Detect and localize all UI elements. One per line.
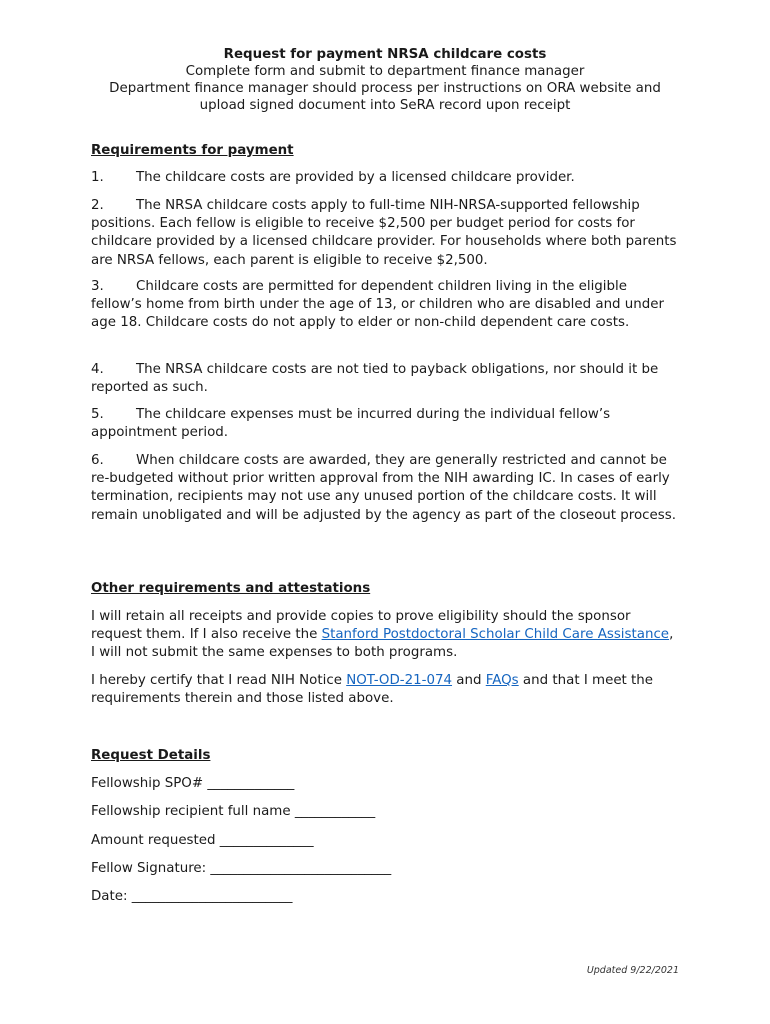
certification-paragraph: [91, 672, 679, 708]
requirement-item-6: [91, 452, 679, 525]
requirement-number: 3.: [91, 279, 104, 294]
retain-receipts-paragraph: [91, 608, 679, 663]
amount-requested-field[interactable]: Amount requested ______________: [91, 833, 314, 848]
requirement-text: Childcare costs are permitted for dependent children living in the eligible fellow’s home from birth under the age of 13, or children who are disabled and under age 18. Childcare costs do not apply to elder or non-child dependent care costs.: [91, 279, 665, 331]
paragraph-text: and: [452, 673, 486, 688]
requirement-item-4: [91, 361, 679, 397]
requirements-heading: Requirements for payment: [91, 143, 294, 158]
requirement-number: 4.: [91, 362, 104, 377]
attestations-heading: Other requirements and attestations: [91, 581, 371, 596]
requirement-text: The childcare expenses must be incurred during the individual fellow’s appointment period.: [91, 407, 611, 441]
requirement-text: When childcare costs are awarded, they are generally restricted and cannot be re-budgeted without prior written approval from the NIH awarding IC. In cases of early termination, recipients may not use any unused portion of the childcare costs. It will remain unobligated and will be adjusted by the agency as part of the closeout process.: [91, 453, 676, 523]
request-details-heading: Request Details: [91, 748, 211, 763]
document-header: [91, 46, 679, 114]
faqs-link[interactable]: FAQs: [485, 673, 519, 688]
paragraph-text: and that I meet the requirements therein and those listed above.: [91, 673, 654, 707]
document-title: Request for payment NRSA childcare costs: [223, 47, 547, 62]
header-instruction-1: Complete form and submit to department finance manager: [185, 64, 585, 79]
requirement-item-1: [91, 169, 679, 187]
date-field[interactable]: Date: ________________________: [91, 889, 293, 904]
requirement-item-3: [91, 278, 679, 333]
requirement-text: The NRSA childcare costs are not tied to payback obligations, nor should it be reported as such.: [91, 362, 659, 396]
paragraph-text: , I will not submit the same expenses to both programs.: [91, 627, 674, 661]
requirement-text: The childcare costs are provided by a licensed childcare provider.: [136, 170, 575, 185]
requirement-number: 5.: [91, 407, 104, 422]
child-care-assistance-link[interactable]: Stanford Postdoctoral Scholar Child Care Assistance: [321, 627, 670, 643]
requirement-number: 6.: [91, 453, 104, 468]
requirement-number: 2.: [91, 198, 104, 213]
fellow-signature-field[interactable]: Fellow Signature: ___________________________: [91, 861, 392, 876]
requirement-number: 1.: [91, 170, 104, 185]
requirement-item-5: [91, 406, 679, 442]
nih-notice-link[interactable]: NOT-OD-21-074: [346, 673, 453, 688]
requirement-text: The NRSA childcare costs apply to full-time NIH-NRSA-supported fellowship positions. Each fellow is eligible to receive $2,500 per budget period for costs for childcare provided by a licensed childcare provider. For households where both parents are NRSA fellows, each parent is eligible to receive $2,500.: [91, 198, 677, 268]
recipient-name-field[interactable]: Fellowship recipient full name ____________: [91, 804, 376, 819]
requirement-item-2: [91, 197, 679, 270]
paragraph-text: I will retain all receipts and provide copies to prove eligibility should the sponsor request them. If I also receive the: [91, 609, 631, 643]
paragraph-text: I hereby certify that I read NIH Notice: [91, 673, 347, 688]
updated-date-note: Updated 9/22/2021: [586, 965, 679, 976]
header-instruction-2: Department finance manager should process per instructions on ORA website and upload signed document into SeRA record upon receipt: [109, 81, 661, 113]
fellowship-spo-field[interactable]: Fellowship SPO# _____________: [91, 776, 295, 791]
